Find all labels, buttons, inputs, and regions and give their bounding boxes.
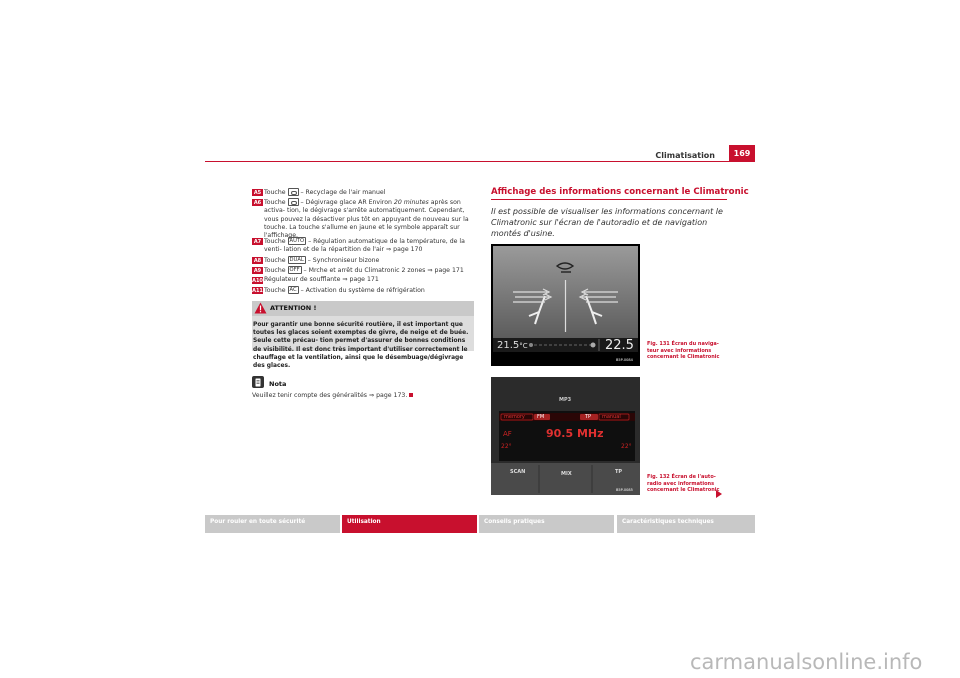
nota-title: Nota [269, 380, 287, 388]
attention-body: Pour garantir une bonne sécurité routière, il est important que toutes les glaces soient exemptes de givre, de neige et de buée. Seule cette précau- tion permet d'assurer de bonnes conditions de visibilité. Il est donc très important d'utiliser correctement le chauffage et la ventilation, ainsi que le désembuage/dégivrage des glaces. [253, 322, 469, 370]
scan-button: SCAN [510, 469, 526, 475]
list-item: Touche – Recyclage de l'air manuel [264, 189, 386, 196]
tab-practical-tips[interactable]: Conseils pratiques [479, 515, 614, 533]
item-badge: A5 [253, 189, 262, 196]
page-number: 169 [729, 145, 755, 162]
temp-left: 22° [501, 443, 512, 450]
dual-key: DUAL [289, 257, 304, 263]
figure-caption: Fig. 131 Écran du naviga- teur avec informations concernant le Climatronic [647, 341, 720, 360]
list-item: Touche AC – Activation du système de réfrigération [264, 287, 425, 294]
tp-hard-button: TP [615, 469, 623, 475]
tab-utilisation[interactable]: Utilisation [342, 515, 477, 533]
header-rule [205, 161, 755, 162]
source-label: MP3 [559, 397, 572, 403]
end-marker [409, 393, 413, 397]
list-item: Touche AUTO – Régulation automatique de la température, de la venti- lation et de la répartition de l'air ⇒ page 170 [264, 238, 465, 254]
figure-caption: Fig. 132 Écran de l'auto- radio avec informations concernant le Climatronic [647, 474, 720, 493]
air-recirculation-icon [288, 188, 299, 196]
item-badge: A7 [253, 238, 262, 245]
tab-technical-data[interactable]: Caractéristiques techniques [617, 515, 755, 533]
item-badge: A9 [253, 267, 262, 274]
section-intro: Il est possible de visualiser les informations concernant le Climatronic sur l'écran de l'autoradio et de navigation montés d'usine. [491, 207, 723, 238]
figure-code: B5P-0084 [616, 358, 633, 362]
temp-left: 21.5°C [497, 340, 528, 351]
item-badge: A6 [253, 199, 262, 206]
fan-icon [591, 343, 596, 348]
fm-button: FM [537, 414, 545, 420]
attention-title: ATTENTION ! [270, 304, 317, 312]
figure-code: B5P-0085 [616, 488, 633, 492]
list-item: Touche OFF – Mrche et arrêt du Climatronic 2 zones ⇒ page 171 [264, 267, 464, 274]
section-rule [491, 199, 727, 200]
note-icon [252, 376, 264, 388]
figure-navigation-screen [491, 244, 640, 366]
af-label: AF [503, 430, 512, 438]
tab-safety[interactable]: Pour rouler en toute sécurité [205, 515, 340, 533]
section-header-title: Climatisation [655, 151, 715, 160]
item-badge: A11 [252, 287, 263, 294]
list-item: Régulateur de soufflante ⇒ page 171 [264, 276, 379, 283]
manual-button: manual [602, 414, 621, 420]
fan-icon [529, 343, 533, 347]
memory-button: memory [504, 414, 525, 420]
warning-triangle-icon [254, 302, 267, 314]
frequency-display: 90.5 MHz [546, 427, 604, 440]
windshield-defrost-icon [288, 198, 299, 206]
tp-button: TP [585, 414, 592, 420]
temp-right: 22.5 [605, 338, 634, 353]
watermark: carmanualsonline.info [690, 650, 923, 674]
list-item: Touche – Dégivrage glace AR Environ 20 minutes après son activa- tion, le dégivrage s'arrête automatiquement. Cependant, vous pouvez la désactiver plus tôt en appuyant de nouveau sur la touche. La touche s'allume en jaune et le symbole apparaît sur l'affichage. [264, 199, 469, 240]
figure-radio-screen [491, 377, 640, 495]
section-title: Affichage des informations concernant le Climatronic [491, 187, 749, 197]
nota-body: Veuillez tenir compte des généralités ⇒ page 173. [252, 392, 413, 399]
auto-key: AUTO [289, 238, 305, 244]
off-key: OFF [289, 267, 300, 273]
item-badge: A8 [253, 257, 262, 264]
item-badge: A10 [252, 277, 263, 284]
continue-arrow-icon [716, 490, 722, 498]
mix-button: MIX [561, 471, 572, 477]
temp-right: 22° [621, 443, 632, 450]
ac-key: AC [289, 287, 297, 293]
list-item: Touche DUAL – Synchroniseur bizone [264, 257, 380, 264]
